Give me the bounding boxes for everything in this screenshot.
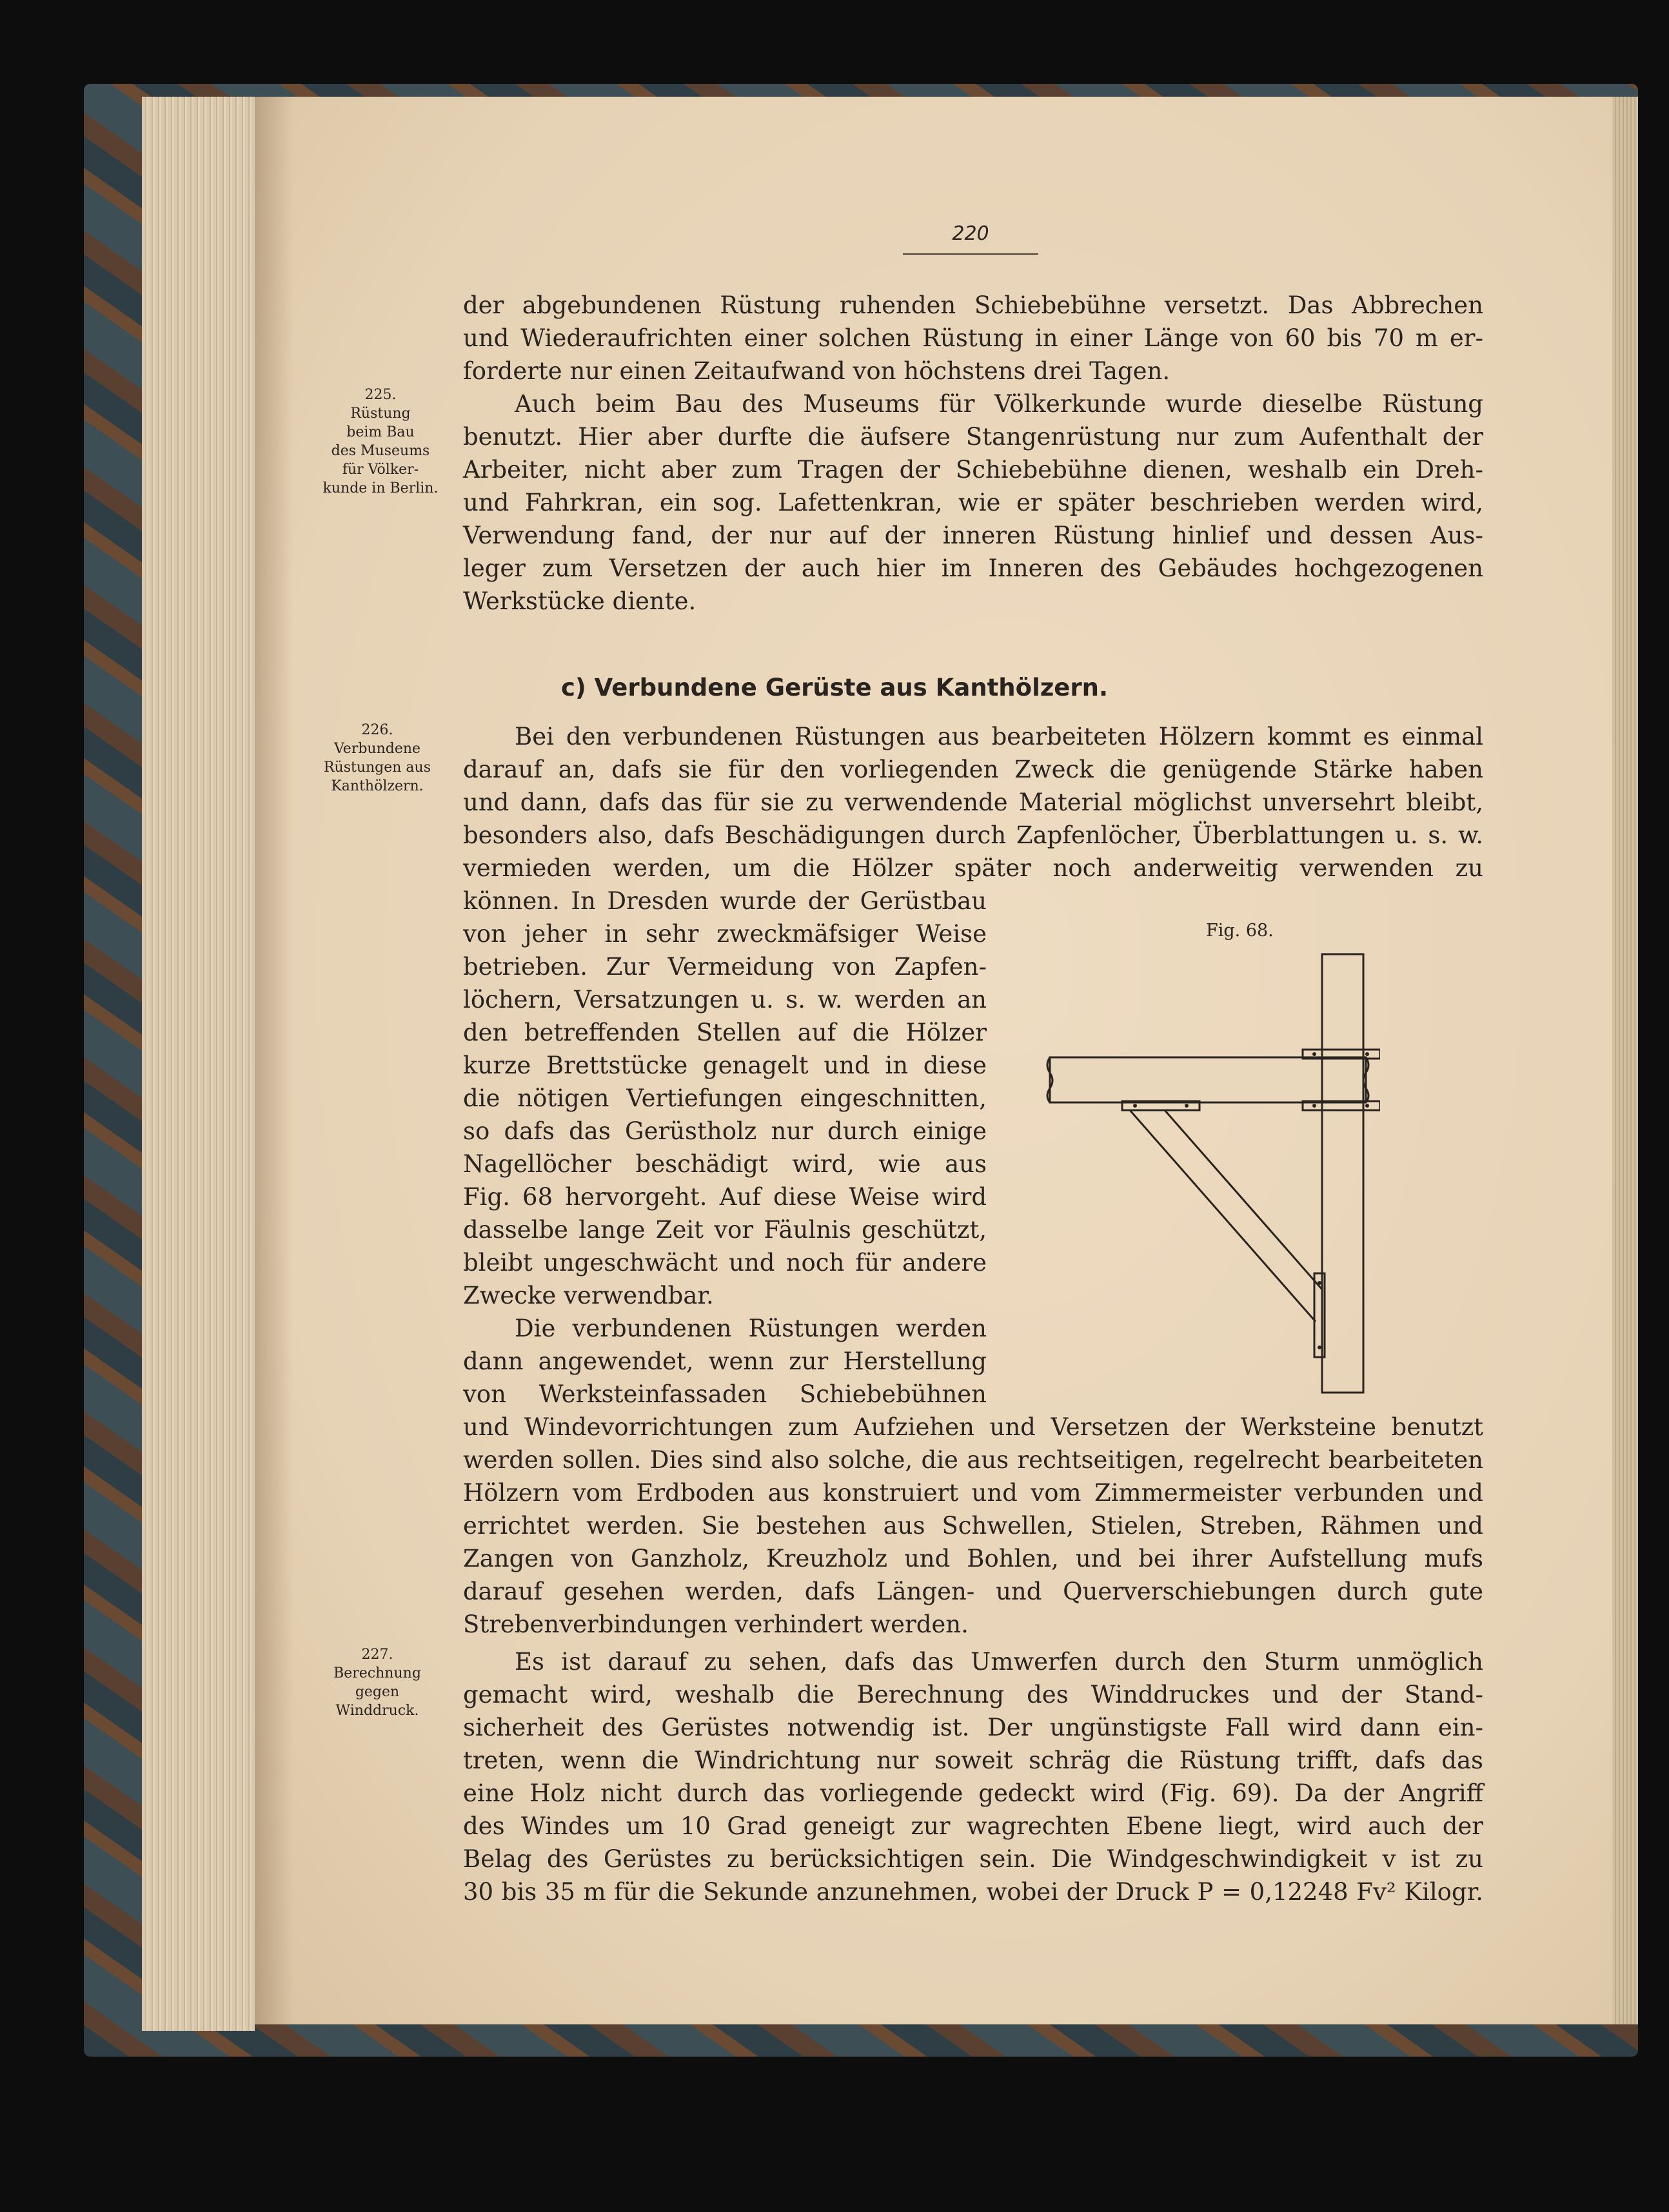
text-line: sicherheit des Gerüstes notwendig ist. Der ungünstigste Fall wird dann ein- xyxy=(463,1714,1483,1741)
text-line: und dann, dafs das für sie zu verwendende Material möglichst unversehrt bleibt, xyxy=(463,788,1483,816)
text-line: Nagellöcher beschädigt wird, wie aus xyxy=(463,1150,987,1178)
text-line: forderte nur einen Zeitaufwand von höchstens drei Tagen. xyxy=(463,357,1170,385)
text-line: Es ist darauf zu sehen, dafs das Umwerfen durch den Sturm unmöglich xyxy=(515,1648,1483,1676)
page-edges xyxy=(142,97,255,2031)
text-line: leger zum Versetzen der auch hier im Inneren des Gebäudes hochgezogenen xyxy=(463,554,1483,582)
text-line: so dafs das Gerüstholz nur durch einige xyxy=(463,1117,987,1145)
text-line: Auch beim Bau des Museums für Völkerkunde wurde dieselbe Rüstung xyxy=(515,390,1483,418)
text-line: errichtet werden. Sie bestehen aus Schwellen, Stielen, Streben, Rähmen und xyxy=(463,1512,1483,1540)
margin-note-line: des Museums xyxy=(331,443,430,459)
margin-note-line: 226. xyxy=(361,722,393,738)
text-line: bleibt ungeschwächt und noch für andere xyxy=(463,1249,987,1277)
text-line: dann angewendet, wenn zur Herstellung xyxy=(463,1347,987,1375)
text-line: Die verbundenen Rüstungen werden xyxy=(515,1315,987,1342)
header-rule xyxy=(903,253,1038,255)
text-line: und Windevorrichtungen zum Aufziehen und Versetzen der Werksteine benutzt xyxy=(463,1413,1483,1441)
gutter-shadow xyxy=(255,97,293,2024)
text-line: Strebenverbindungen verhindert werden. xyxy=(463,1610,969,1638)
text-line: kurze Brettstücke genagelt und in diese xyxy=(463,1052,987,1079)
horizontal-beam xyxy=(1050,1057,1366,1102)
text-line: die nötigen Vertiefungen eingeschnitten, xyxy=(463,1084,987,1112)
text-line: Fig. 68 hervorgeht. Auf diese Weise wird xyxy=(463,1183,987,1211)
paragraph-3-narrow xyxy=(463,885,987,1411)
text-line: Werkstücke diente. xyxy=(463,587,696,615)
diagonal-brace-edge xyxy=(1165,1110,1322,1289)
margin-note-line: für Völker- xyxy=(342,462,419,478)
margin-note-line: 225. xyxy=(364,387,397,403)
text-line: Bei den verbundenen Rüstungen aus bearbeiteten Hölzern kommt es einmal xyxy=(515,723,1483,750)
text-line: Zwecke verwendbar. xyxy=(463,1282,714,1309)
right-page-edges xyxy=(1612,97,1638,2024)
text-line: und Fahrkran, ein sog. Lafettenkran, wie er später beschrieben werden wird, xyxy=(463,489,1483,516)
margin-note-225 xyxy=(300,386,461,498)
text-line: Verwendung fand, der nur auf der inneren Rüstung hinlief und dessen Aus- xyxy=(463,522,1483,549)
text-line: darauf an, dafs sie für den vorliegenden Zweck die genügende Stärke haben xyxy=(463,756,1483,783)
margin-note-line: Rüstung xyxy=(350,406,411,422)
text-line: gemacht wird, weshalb die Berechnung des Winddruckes und der Stand- xyxy=(463,1681,1483,1708)
margin-note-line: Rüstungen aus xyxy=(323,759,431,776)
page-number: 220 xyxy=(952,222,989,245)
paragraph-1 xyxy=(463,289,1483,387)
margin-note-line: 227. xyxy=(361,1647,393,1663)
text-line: benutzt. Hier aber durfte die äufsere Stangenrüstung nur zum Aufenthalt der xyxy=(463,423,1483,451)
text-line: treten, wenn die Windrichtung nur soweit schräg die Rüstung trifft, dafs das xyxy=(463,1747,1483,1774)
text-line: Arbeiter, nicht aber zum Tragen der Schiebebühne dienen, weshalb ein Dreh- xyxy=(463,456,1483,484)
section-heading: c) Verbundene Gerüste aus Kanthölzern. xyxy=(560,674,1109,701)
margin-note-line: beim Bau xyxy=(346,424,415,440)
text-line: können. In Dresden wurde der Gerüstbau xyxy=(463,887,987,915)
vertical-post xyxy=(1322,954,1363,1393)
text-line: darauf gesehen werden, dafs Längen- und Querverschiebungen durch gute xyxy=(463,1578,1483,1605)
text-line: werden sollen. Dies sind also solche, die aus rechtseitigen, regelrecht bearbeiteten xyxy=(463,1446,1483,1474)
paragraph-5 xyxy=(463,1645,1483,1908)
text-line: und Wiederaufrichten einer solchen Rüstung in einer Länge von 60 bis 70 m er- xyxy=(463,324,1483,352)
margin-note-226 xyxy=(297,721,458,796)
diagonal-brace-edge xyxy=(1130,1110,1316,1322)
text-line: 30 bis 35 m für die Sekunde anzunehmen, wobei der Druck P = 0,12248 Fv² Kilogr. xyxy=(463,1878,1483,1906)
margin-note-227 xyxy=(297,1645,458,1720)
figure-68-diagram xyxy=(1045,948,1380,1399)
text-line: besonders also, dafs Beschädigungen durch Zapfenlöcher, Überblattungen u. s. w. xyxy=(463,821,1483,849)
margin-note-line: Kanthölzern. xyxy=(331,778,424,794)
text-line: des Windes um 10 Grad geneigt zur wagrechten Ebene liegt, wird auch der xyxy=(463,1812,1483,1840)
margin-note-line: Verbundene xyxy=(333,741,421,757)
text-line: von jeher in sehr zweckmäfsiger Weise xyxy=(463,920,987,948)
text-line: Belag des Gerüstes zu berücksichtigen sein. Die Windgeschwindigkeit v ist zu xyxy=(463,1845,1483,1873)
figure-caption: Fig. 68. xyxy=(1206,921,1274,941)
text-line: löchern, Versatzungen u. s. w. werden an xyxy=(463,986,987,1013)
margin-note-line: Berechnung xyxy=(333,1665,421,1681)
paragraph-4-full xyxy=(463,1411,1483,1641)
text-line: vermieden werden, um die Hölzer später noch anderweitig verwenden zu xyxy=(463,854,1483,882)
text-line: von Werksteinfassaden Schiebebühnen xyxy=(463,1380,987,1408)
text-line: Hölzern vom Erdboden aus konstruiert und vom Zimmermeister verbunden und xyxy=(463,1479,1483,1507)
text-line: dasselbe lange Zeit vor Fäulnis geschützt, xyxy=(463,1216,987,1244)
text-line: betrieben. Zur Vermeidung von Zapfen- xyxy=(463,953,987,981)
text-line: eine Holz nicht durch das vorliegende gedeckt wird (Fig. 69). Da der Angriff xyxy=(463,1779,1483,1807)
paragraph-2 xyxy=(463,387,1483,618)
margin-note-line: gegen xyxy=(355,1684,400,1700)
text-line: Zangen von Ganzholz, Kreuzholz und Bohlen, und bei ihrer Aufstellung mufs xyxy=(463,1545,1483,1572)
margin-note-line: kunde in Berlin. xyxy=(322,480,439,496)
text-line: den betreffenden Stellen auf die Hölzer xyxy=(463,1019,987,1046)
text-line: der abgebundenen Rüstung ruhenden Schiebebühne versetzt. Das Abbrechen xyxy=(463,291,1483,319)
paragraph-3-full xyxy=(463,720,1483,885)
margin-note-line: Winddruck. xyxy=(335,1703,419,1719)
